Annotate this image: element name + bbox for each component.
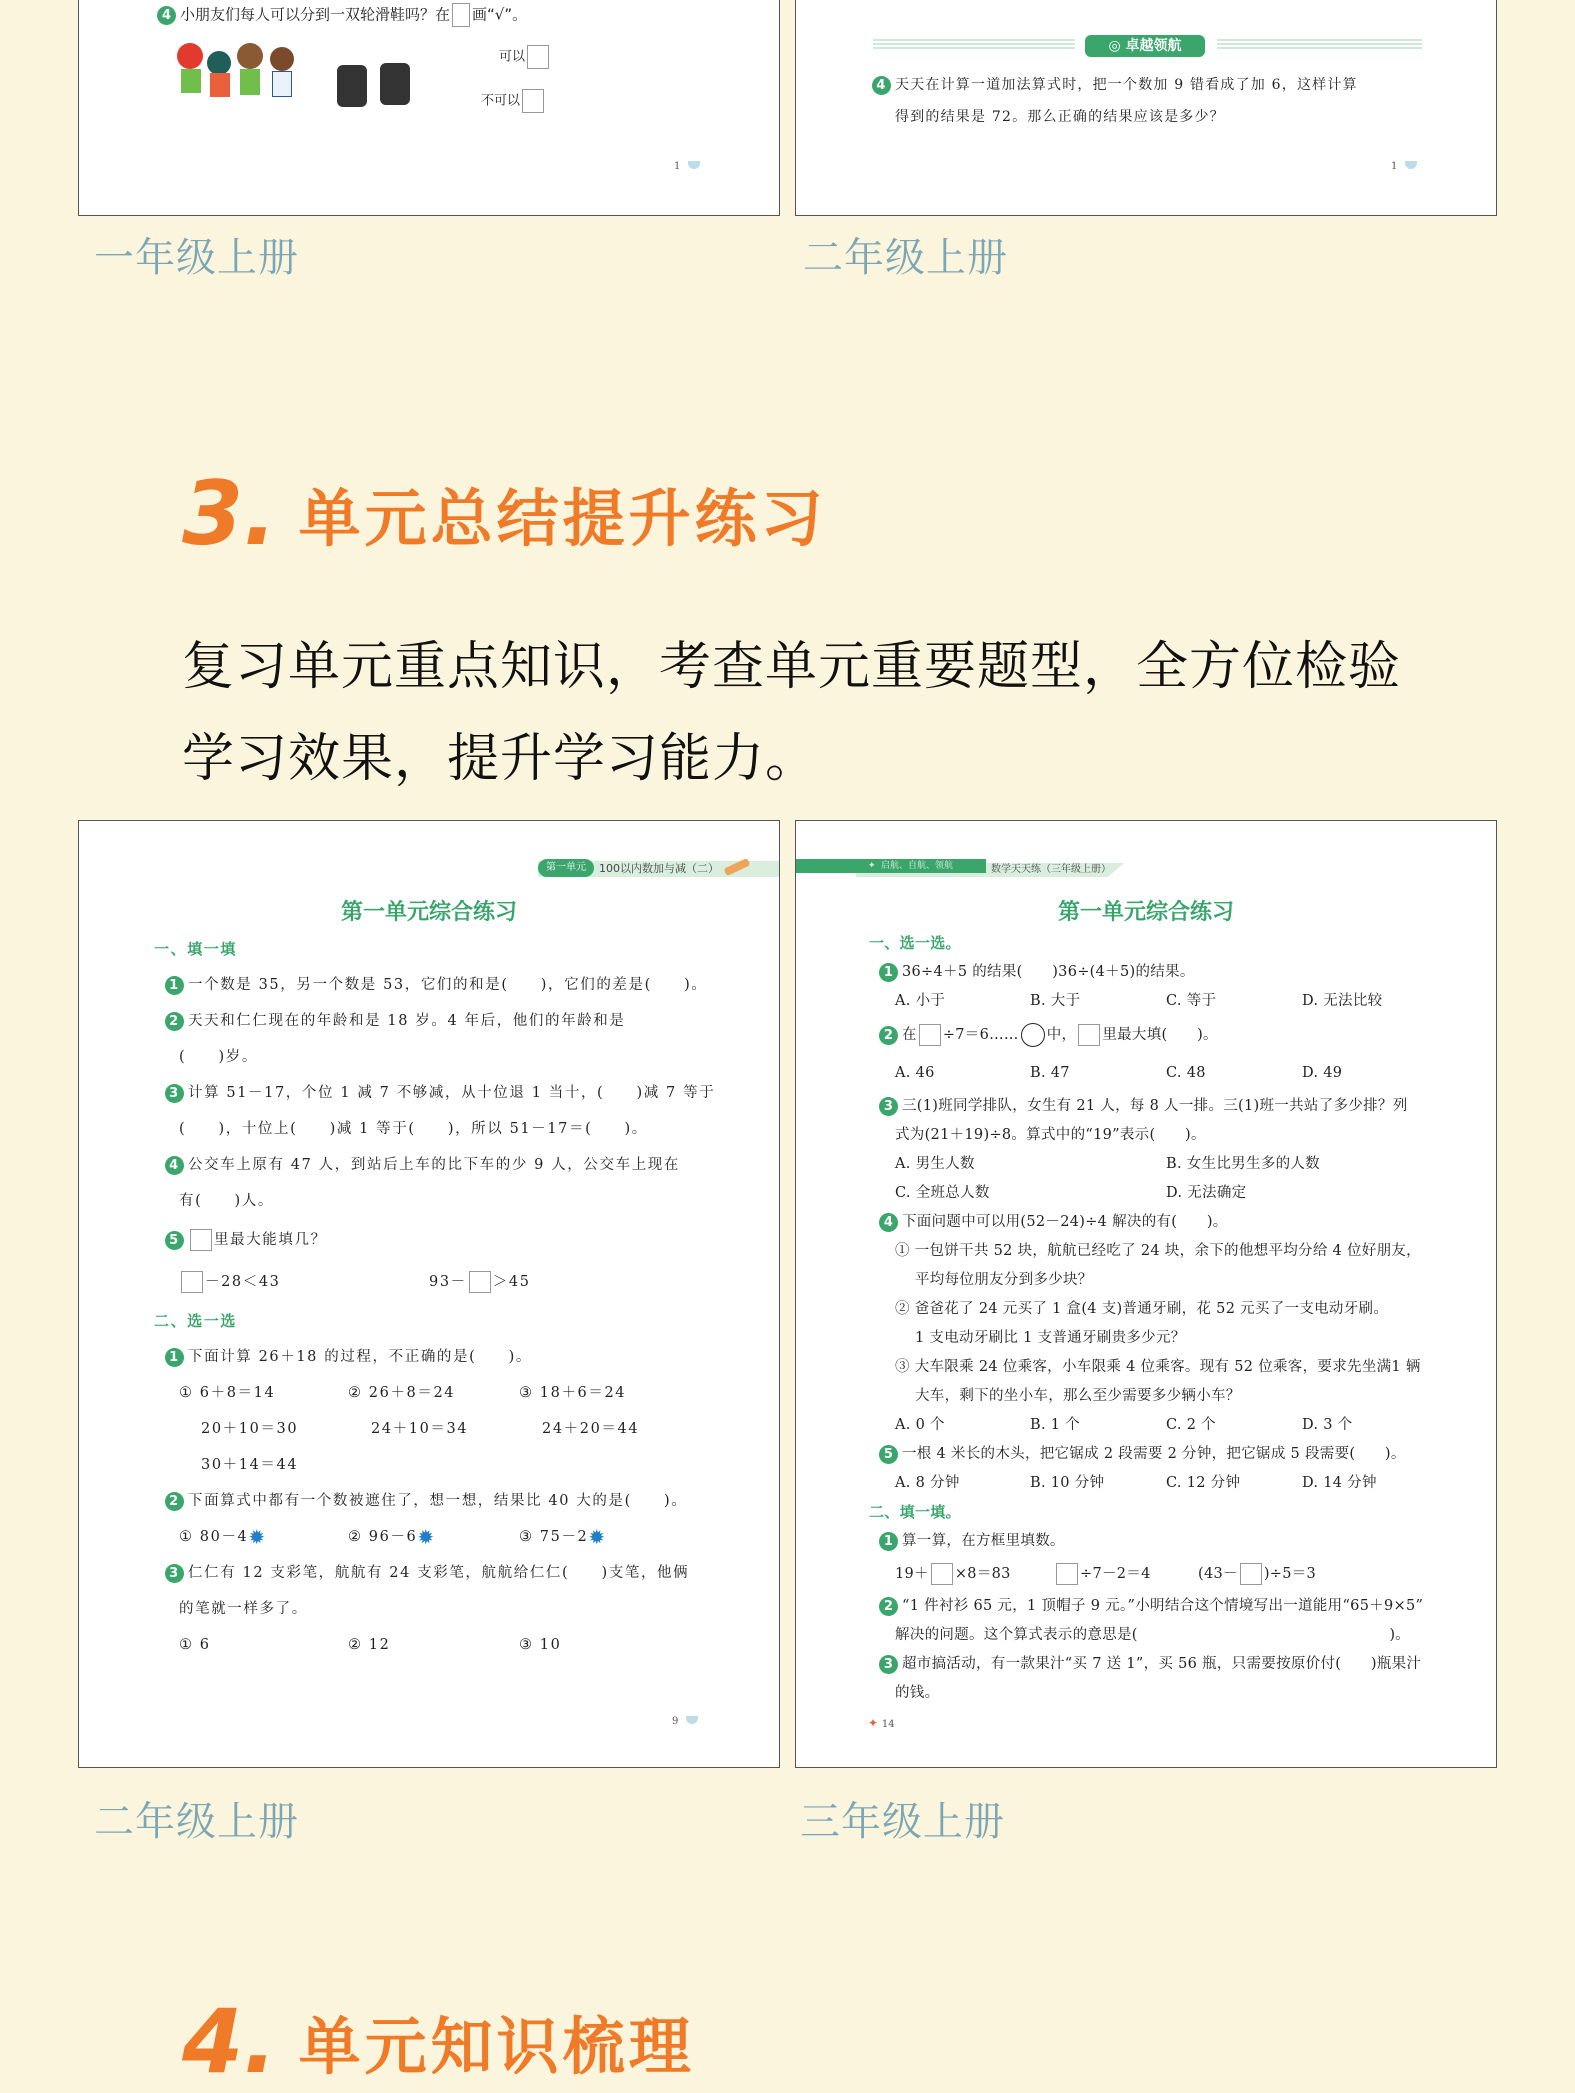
option-step: 30＋14＝44 [201,1457,299,1473]
option[interactable]: B. 1 个 [1030,1417,1081,1433]
question-4 [157,3,527,27]
option-label: 不可以 [481,93,521,109]
options-row [796,1179,1496,1208]
section-heading: 一、选一选。 [869,934,961,952]
question-text-end: 画“√”。 [472,5,528,24]
question-row [79,967,779,1003]
expression-row [79,1261,779,1303]
q-number-1: 1 [879,963,898,982]
exercise-content [796,929,1496,1708]
page-number-text: 1 [1391,161,1398,172]
option[interactable]: C. 全班总人数 [895,1185,990,1201]
option-step: 24＋20＝44 [542,1421,640,1437]
expression-2 [429,1261,531,1303]
section-heading: 二、选一选 [154,1312,238,1330]
option[interactable]: B. 女生比男生多的人数 [1166,1156,1320,1172]
question-text: 超市搞活动，有一款果汁“买 7 送 1”，买 56 瓶，只需要按原价付( )瓶果汁 [902,1656,1422,1672]
question-row [796,1650,1496,1679]
question-row [79,1555,779,1591]
options-row [79,1519,779,1555]
section-heading: 二、填一填。 [869,1503,961,1521]
question-text: 里最大能填几？ [214,1232,327,1248]
section-title: 单元知识梳理 [298,2010,695,2083]
section-4-heading [182,1990,695,2093]
expression-part: 93－ [429,1274,467,1290]
question-row: ( )，十位上( )减 1 等于( )，所以 51－17＝( )。 [179,1121,648,1137]
question-text: 三(1)班同学排队，女生有 21 人，每 8 人一排。三(1)班一共站了多少排？列 [902,1098,1408,1114]
expression-part: ÷7－2＝4 [1080,1566,1151,1582]
section-3-heading [182,462,827,565]
option-text: ③ 75－2 [519,1529,589,1545]
question-text: 下面问题中可以用(52－24)÷4 解决的有( )。 [902,1214,1228,1230]
checkbox-no[interactable] [522,89,544,113]
question-row: 有( )人。 [179,1193,275,1209]
banner-line-right [1217,39,1422,51]
option[interactable] [519,1519,607,1555]
expression-row [796,1556,1496,1592]
exercise-content [79,931,779,1663]
option[interactable]: D. 无法比较 [1302,993,1383,1009]
option[interactable]: C. 2 个 [1166,1417,1216,1433]
expression: －28＜43 [205,1274,281,1290]
expression-part: (43－ [1198,1566,1238,1582]
sub-question: 平均每位朋友分到多少块？ [915,1272,1093,1288]
caption-grade1: 一年级上册 [94,235,299,281]
page-preview-grade2-unit1 [78,820,780,1768]
question-4 [872,69,1358,133]
question-text: ÷7＝6…… [942,1027,1019,1043]
options-row [796,1150,1496,1179]
question-row [796,1440,1496,1469]
question-text: 下面算式中都有一个数被遮住了，想一想，结果比 40 大的是( )。 [188,1493,688,1509]
question-row [796,1016,1496,1054]
option[interactable]: A. 8 分钟 [895,1475,960,1491]
option[interactable]: B. 47 [1030,1065,1070,1081]
question-number: 4 [872,76,891,95]
question-text: 下面计算 26＋18 的过程，不正确的是( )。 [188,1349,532,1365]
caption-grade2: 二年级上册 [803,235,1008,281]
starburst-icon: ✹ [417,1525,436,1549]
question-row [796,1208,1496,1237]
wing-icon [688,161,700,169]
question-text: “1 件衬衫 65 元，1 顶帽子 9 元。”小明结合这个情境写出一道能用“65＋9×5” [902,1598,1424,1614]
header-tag: 启航、自航、领航 [881,861,954,871]
option[interactable]: ③ 18＋6＝24 [519,1385,627,1401]
question-text: 一根 4 米长的木头，把它锯成 2 段需要 2 分钟，把它锯成 5 段需要( )。 [902,1446,1406,1462]
q-number-1: 1 [165,976,184,995]
answer-circle [1021,1023,1045,1047]
expression-part: 19＋ [895,1566,929,1582]
section-title: 单元总结提升练习 [298,482,827,555]
options-row [796,1469,1496,1498]
question-text: 一个数是 35，另一个数是 53，它们的和是( )，它们的差是( )。 [188,977,708,993]
option-label: 可以 [499,49,526,65]
q-number-2: 2 [879,1026,898,1045]
option-no [481,89,546,113]
question-row [79,1003,779,1039]
page-preview-grade3-unit1 [795,820,1497,1768]
caption-grade2-bottom: 二年级上册 [94,1799,299,1845]
expression-part: ＞45 [492,1274,531,1290]
starburst-icon: ✹ [588,1525,607,1549]
option[interactable]: A. 男生人数 [895,1156,975,1172]
header-text: 100以内数加与减（二） [599,862,719,875]
q-number-2: 2 [165,1012,184,1031]
answer-box [1078,1024,1100,1046]
option[interactable]: D. 3 个 [1302,1417,1353,1433]
options-row [79,1447,779,1483]
question-row: 的笔就一样多了。 [179,1601,308,1617]
q-number-4: 4 [879,1213,898,1232]
question-number: 4 [157,6,176,25]
answer-box [190,1229,212,1251]
section-heading: 一、填一填 [154,940,238,958]
expression-part: )÷5＝3 [1263,1566,1317,1582]
q-number-1: 1 [165,1348,184,1367]
sub-question: 1 支电动牙刷比 1 支普通牙刷贵多少元？ [915,1330,1186,1346]
options-row [79,1411,779,1447]
question-text: 36÷4＋5 的结果( )36÷(4＋5)的结果。 [902,964,1195,980]
question-row [796,1527,1496,1556]
question-row: 式为(21＋19)÷8。算式中的“19”表示( )。 [895,1127,1206,1143]
option[interactable]: ② 12 [348,1637,391,1653]
answer-box [181,1271,203,1293]
answer-box [931,1563,953,1585]
sub-question: 大车，剩下的坐小车，那么至少需要多少辆小车？ [915,1388,1241,1404]
question-row: 解决的问题。这个算式表示的意思是( )。 [895,1627,1411,1643]
question-row [796,1592,1496,1621]
section-number: 3. [182,462,277,565]
option[interactable]: B. 大于 [1030,993,1081,1009]
option[interactable]: A. 小于 [895,993,946,1009]
options-row [79,1627,779,1663]
sub-question: ① 一包饼干共 52 块，航航已经吃了 24 块，余下的他想平均分给 4 位好朋友， [895,1243,1421,1259]
q-number-3: 3 [879,1097,898,1116]
options-row [796,987,1496,1016]
page-preview-grade1 [78,0,780,216]
option[interactable]: C. 等于 [1166,993,1217,1009]
question-row: 的钱。 [895,1685,940,1701]
option-text: ① 80－4 [179,1529,249,1545]
question-row: ( )岁。 [179,1049,258,1065]
question-row [79,1219,779,1261]
header-tag: 第一单元 [538,859,594,877]
question-line: 得到的结果是 72。那么正确的结果应该是多少？ [895,109,1225,125]
page-title: 第一单元综合练习 [1057,900,1234,925]
section-3-desc-line-2: 学习效果，提升学习能力。 [182,729,819,789]
option[interactable]: A. 0 个 [895,1417,945,1433]
options-row [79,1375,779,1411]
page-title: 第一单元综合练习 [340,900,517,925]
q-number-5: 5 [165,1231,184,1250]
banner-text: 卓越领航 [1125,38,1182,54]
option-step: 20＋10＝30 [201,1421,299,1437]
question-text: 小朋友们每人可以分到一双轮滑鞋吗？在 [180,5,451,24]
option[interactable] [348,1519,436,1555]
header-band [796,859,986,873]
option[interactable]: A. 46 [895,1065,935,1081]
q-number-3: 3 [165,1564,184,1583]
checkbox-yes[interactable] [527,45,549,69]
options-row [796,1411,1496,1440]
question-text: 公交车上原有 47 人，到站后上车的比下车的少 9 人，公交车上现在 [188,1157,681,1173]
starburst-icon: ✹ [248,1525,267,1549]
option[interactable]: D. 49 [1302,1065,1343,1081]
sub-question: ③ 大车限乘 24 位乘客，小车限乘 4 位乘客。现有 52 位乘客，要求先坐满1 辆 [895,1359,1421,1375]
answer-box [452,3,470,27]
question-text: 天天和仁仁现在的年龄和是 18 岁。4 年后，他们的年龄和是 [188,1013,626,1029]
page-number-text: 14 [881,1719,895,1730]
page-number [868,1716,895,1730]
wing-icon [686,1716,698,1724]
answer-box [1240,1563,1262,1585]
options-row [796,1054,1496,1092]
wing-icon [1405,161,1417,169]
page-number [674,161,700,172]
answer-box [919,1024,941,1046]
question-row [79,1147,779,1183]
question-text: 在 [902,1027,917,1043]
option[interactable]: ② 26＋8＝24 [348,1385,456,1401]
page-number-text: 9 [672,1716,679,1727]
banner-line-left [873,39,1075,51]
q-number-1: 1 [879,1532,898,1551]
kids-skates-illustration [177,41,527,116]
option[interactable]: ③ 10 [519,1637,562,1653]
question-row [79,1483,779,1519]
question-row [796,958,1496,987]
satellite-icon: ✦ [868,861,876,871]
option[interactable]: ① 6＋8＝14 [179,1385,276,1401]
caption-grade3: 三年级上册 [800,1799,1005,1845]
header-text: 数学天天练（三年级上册） [991,864,1111,875]
option-yes [499,45,551,69]
option[interactable]: D. 无法确定 [1166,1185,1247,1201]
q-number-2: 2 [879,1597,898,1616]
question-text: 里最大填( )。 [1102,1027,1218,1043]
question-text: 算一算，在方框里填数。 [902,1533,1065,1549]
sparkle-icon: ✦ [868,1716,882,1730]
section-number: 4. [182,1990,277,2093]
option[interactable]: C. 12 分钟 [1166,1475,1241,1491]
answer-box [469,1271,491,1293]
answer-box [1056,1563,1078,1585]
q-number-5: 5 [879,1445,898,1464]
page-preview-grade2 [795,0,1497,216]
option[interactable]: C. 48 [1166,1065,1206,1081]
option[interactable]: D. 14 分钟 [1302,1475,1377,1491]
orbit-icon: ◎ [1108,38,1126,54]
q-number-3: 3 [165,1084,184,1103]
page-number [672,1716,698,1727]
question-text: 计算 51－17，个位 1 减 7 不够减，从十位退 1 当十，( )减 7 等于 [188,1085,716,1101]
question-text: 仁仁有 12 支彩笔，航航有 24 支彩笔，航航给仁仁( )支笔，他俩 [188,1565,690,1581]
banner-pill [1085,35,1205,57]
option[interactable]: ① 6 [179,1637,211,1653]
sub-question: ② 爸爸花了 24 元买了 1 盒(4 支)普通牙刷，花 52 元买了一支电动牙刷。 [895,1301,1389,1317]
question-line: 天天在计算一道加法算式时，把一个数加 9 错看成了加 6，这样计算 [895,77,1358,93]
q-number-4: 4 [165,1156,184,1175]
expression-2 [1054,1556,1151,1592]
section-3-desc-line-1: 复习单元重点知识，考查单元重要题型，全方位检验 [182,637,1402,697]
option-text: ② 96－6 [348,1529,418,1545]
option[interactable] [179,1519,267,1555]
expression-1 [895,1556,1011,1592]
question-row [79,1339,779,1375]
page-number-text: 1 [674,161,681,172]
option-step: 24＋10＝34 [371,1421,469,1437]
expression-part: ×8＝83 [954,1566,1011,1582]
question-text: 中， [1046,1027,1077,1043]
question-row [79,1075,779,1111]
q-number-3: 3 [879,1655,898,1674]
q-number-2: 2 [165,1492,184,1511]
question-row [796,1092,1496,1121]
page-number [1391,161,1417,172]
expression-3 [1198,1556,1316,1592]
option[interactable]: B. 10 分钟 [1030,1475,1105,1491]
